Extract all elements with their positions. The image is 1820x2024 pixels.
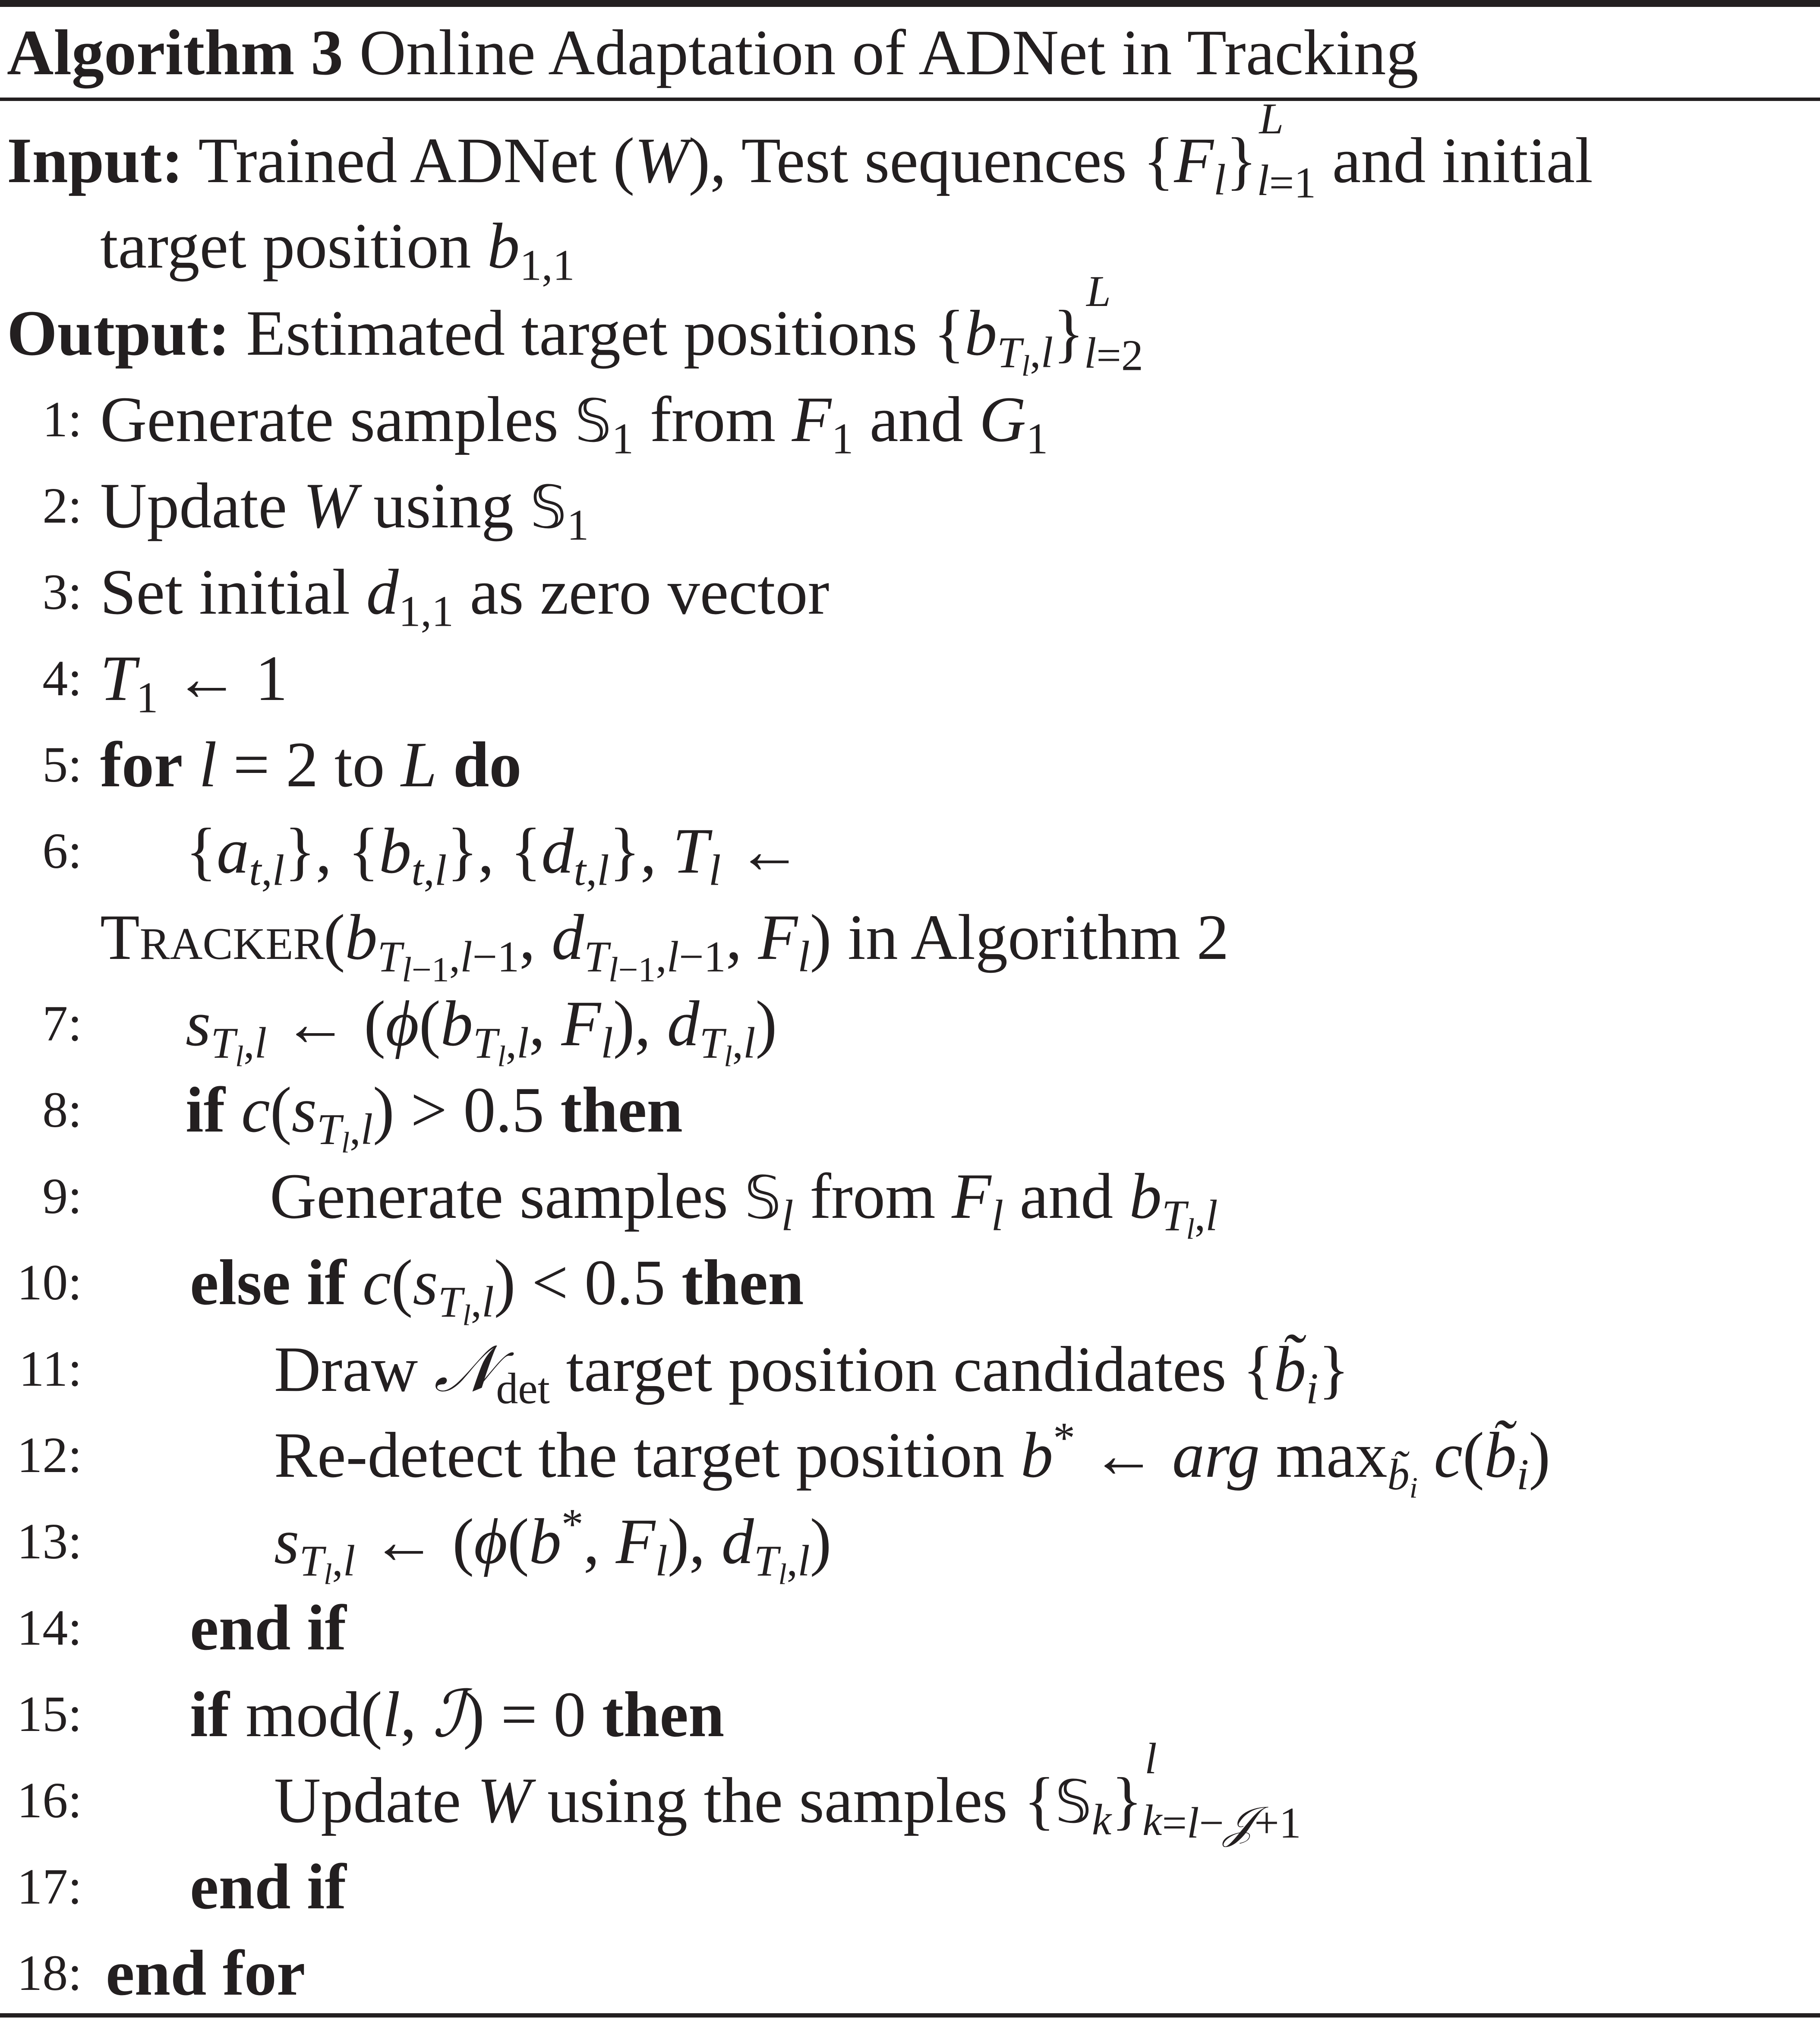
arg-text: arg (1172, 1419, 1260, 1491)
step-number: 14: (17, 1599, 82, 1656)
step-number: 2: (42, 477, 82, 534)
step-8: 8: if $c(s_{T_l,l}) > 0.5$ then (0, 1067, 1820, 1153)
keyword-end-if: end if (190, 1592, 347, 1664)
input-text-a: Trained ADNet ( (198, 125, 635, 196)
step-5: 5: for l = 2 to L do (0, 722, 1820, 808)
step-number: 12: (17, 1427, 82, 1483)
step-text: from (650, 384, 776, 455)
step-text: Generate samples (100, 384, 559, 455)
step-18 (0, 1930, 1820, 2016)
step-number: 9: (42, 1168, 82, 1224)
step-11: 11: Draw 𝒩$_{det}$ target position candidates $\{b̃_i\}$ (0, 1326, 1820, 1412)
input-label: Input: (7, 125, 183, 196)
input-text-c: and initial (1332, 125, 1593, 196)
max-text: max (1276, 1419, 1388, 1491)
step-number: 5: (42, 736, 82, 793)
step-16: 16: Update W using the samples {𝕊$_k$} l k $_{=l-𝒥+1}$ (0, 1757, 1820, 1844)
step-text: Re-detect the target position (274, 1419, 1005, 1491)
step-text: and (1019, 1160, 1113, 1232)
step-number: 10: (17, 1254, 82, 1311)
step-number: 13: (17, 1513, 82, 1570)
output-text: Estimated target positions { (246, 297, 965, 369)
keyword-then: then (560, 1074, 683, 1146)
tracker-function: Tracker (100, 902, 324, 973)
algorithm-header (0, 9, 1820, 96)
step-number: 8: (42, 1081, 82, 1138)
keyword-do: do (453, 729, 522, 801)
keyword-if: if (186, 1074, 225, 1146)
step-3: 3: Set initial $d_{1,1}$ as zero vector (0, 549, 1820, 635)
step-text: Draw (274, 1334, 418, 1405)
step-number: 16: (17, 1772, 82, 1829)
step-number: 6: (42, 823, 82, 879)
bottom-rule (0, 2013, 1820, 2018)
step-number: 7: (42, 995, 82, 1052)
step-text: as zero vector (470, 556, 830, 628)
step-4: 4: $T_1$ ← 1 (0, 635, 1820, 722)
step-text: using the samples { (547, 1765, 1055, 1836)
step-text: Generate samples (270, 1160, 729, 1232)
step-number: 1: (42, 391, 82, 448)
subscript-det: det (496, 1364, 550, 1413)
step-text: target position candidates { (566, 1334, 1274, 1405)
header-rule (0, 98, 1820, 101)
step-text: and (869, 384, 963, 455)
output-line: Output: Estimated target positions $\{b_{T_l,l}\}$ L l $_{=2}$ (7, 267, 1143, 382)
step-1: 1: Generate samples 𝕊$_1$ from $F_1$ and $G_1$ (0, 376, 1820, 463)
output-label: Output: (7, 297, 230, 369)
keyword-then: then (681, 1247, 804, 1318)
step-text: from (810, 1160, 936, 1232)
algorithm-label: Algorithm 3 (7, 17, 344, 88)
step-13: 13: $s_{T_l,l}$ ← (ϕ(b*, $F_l$), $d_{T_l,l}$) (0, 1498, 1820, 1585)
step-6: 6: $\{a_{t,l}\}$, $\{b_{t,l}\}$, $\{d_{t,l}\}$, $T_l$ ← (0, 808, 1820, 894)
step-7: 7: $s_{T_l,l}$ ← ($\phi(b_{T_l,l}$, $F_l$), $d_{T_l,l}$) (0, 980, 1820, 1067)
step-number: 4: (42, 650, 82, 706)
step-10: 10: else if $c(s_{T_l,l}) < 0.5$ then (0, 1239, 1820, 1326)
step-2: 2: Update W using 𝕊$_1$ (0, 463, 1820, 549)
keyword-end-if: end if (190, 1851, 347, 1923)
step-number: 18: (17, 1945, 82, 2001)
algorithm-title: Online Adaptation of ADNet in Tracking (359, 17, 1419, 88)
step-6-cont: $Tracker(b_{T_{l-1},l-1}$, $d_{T_{l-1},l-1}$, $F_l$) in Algorithm 2 (100, 902, 1229, 989)
step-text: using (373, 470, 514, 542)
keyword-else-if: else if (190, 1247, 347, 1318)
step-number: 3: (42, 564, 82, 620)
step-12: 12: Re-detect the target position b* ← arg $\max_{b̃_i}$ $c(b̃_i)$ (0, 1412, 1820, 1498)
keyword-end-for: end for (106, 1937, 306, 2009)
step-15: 15: if mod(l, ℐ) = 0 then (0, 1671, 1820, 1757)
mod-text: mod( (246, 1679, 382, 1750)
threshold-value: 0.5 (584, 1247, 666, 1318)
input-line-2: target position $b_{1,1}$ (100, 210, 575, 290)
step-9: 9: Generate samples 𝕊$_l$ from $F_l$ and $b_{T_l,l}$ (0, 1153, 1820, 1239)
step-17 (0, 1844, 1820, 1930)
step-text: Set initial (100, 556, 350, 628)
step-text: Update (100, 470, 287, 542)
step-text: to (334, 729, 385, 801)
step-14 (0, 1585, 1820, 1671)
top-rule (0, 0, 1820, 7)
input-line: Input: Trained ADNet (W), Test sequences $\{F_l\}$ L l $_{=1}$ and initial (7, 95, 1593, 208)
step-number: 15: (17, 1686, 82, 1742)
step-number: 11: (19, 1340, 82, 1397)
step-number: 17: (17, 1858, 82, 1915)
threshold-value: 0.5 (463, 1074, 544, 1146)
step-text: in Algorithm 2 (848, 902, 1229, 973)
keyword-for: for (100, 729, 183, 801)
input-text-d: target position (100, 210, 471, 282)
input-text-b: ), Test sequences { (688, 125, 1174, 196)
keyword-then: then (602, 1679, 725, 1750)
step-text: Update (274, 1765, 461, 1836)
keyword-if: if (190, 1679, 230, 1750)
